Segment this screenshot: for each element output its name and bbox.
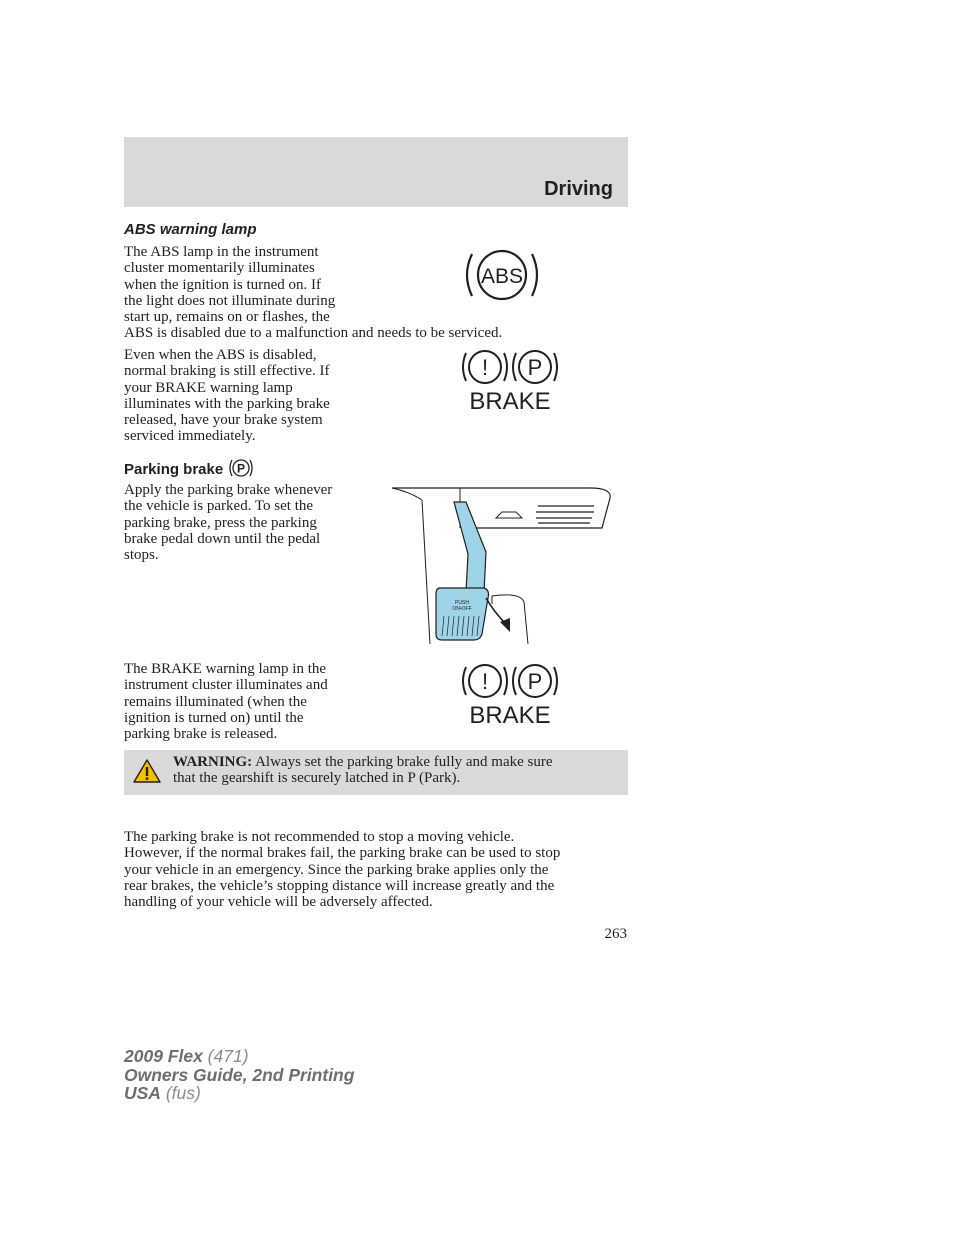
warning-triangle-icon	[132, 758, 162, 789]
page-number: 263	[604, 926, 627, 942]
brake-warning-icon	[462, 347, 558, 418]
svg-text:BRAKE: BRAKE	[469, 388, 551, 413]
parking-brake-p-icon	[229, 457, 253, 483]
closing-paragraph: The parking brake is not recommended to stop a moving vehicle. However, if the normal brakes fail, the parking brake can be used to stop your vehicle in an emergency. Since the parking brake applies only the rear brakes, the vehicle’s stopping distance will increase greatly and the handling of your vehicle will be adversely affected.	[124, 829, 561, 911]
svg-text:BRAKE: BRAKE	[469, 702, 551, 727]
header-band	[124, 137, 628, 207]
svg-text:!: !	[481, 355, 489, 380]
abs-warning-icon	[464, 244, 540, 311]
brake-lamp-paragraph: The BRAKE warning lamp in the instrument cluster illuminates and remains illuminated (when the ignition is turned on) until the parking brake is released.	[124, 661, 328, 743]
svg-text:ABS: ABS	[480, 265, 524, 288]
parking-brake-pedal-illustration	[390, 484, 614, 651]
footer: 2009 Flex (471) Owners Guide, 2nd Printing USA (fus)	[124, 1046, 355, 1103]
svg-text:ON•OFF: ON•OFF	[452, 606, 472, 612]
svg-text:P: P	[237, 461, 246, 476]
svg-text:P: P	[527, 355, 543, 380]
svg-text:!: !	[481, 669, 489, 694]
warning-box	[124, 750, 628, 795]
parking-brake-heading	[124, 457, 253, 483]
abs-heading: ABS warning lamp	[124, 221, 257, 238]
svg-text:PUSH: PUSH	[455, 600, 469, 606]
abs-disabled-paragraph: Even when the ABS is disabled, normal braking is still effective. If your BRAKE warning lamp illuminates with the parking brake released, have your brake system serviced immediately.	[124, 347, 330, 445]
warning-text: WARNING: Always set the parking brake fully and make sure that the gearshift is securely latched in P (Park).	[173, 754, 553, 787]
abs-paragraph: The ABS lamp in the instrument cluster momentarily illuminates when the ignition is turned on. If the light does not illuminate during start up, remains on or flashes, the ABS is disabled due to a malfunction and needs to be serviced.	[124, 244, 503, 342]
section-title: Driving	[544, 178, 613, 200]
svg-text:P: P	[527, 669, 543, 694]
parking-brake-heading-text: Parking brake	[124, 461, 224, 478]
brake-warning-icon-2	[462, 661, 558, 732]
parking-brake-paragraph: Apply the parking brake whenever the vehicle is parked. To set the parking brake, press the parking brake pedal down until the pedal stops.	[124, 482, 333, 564]
